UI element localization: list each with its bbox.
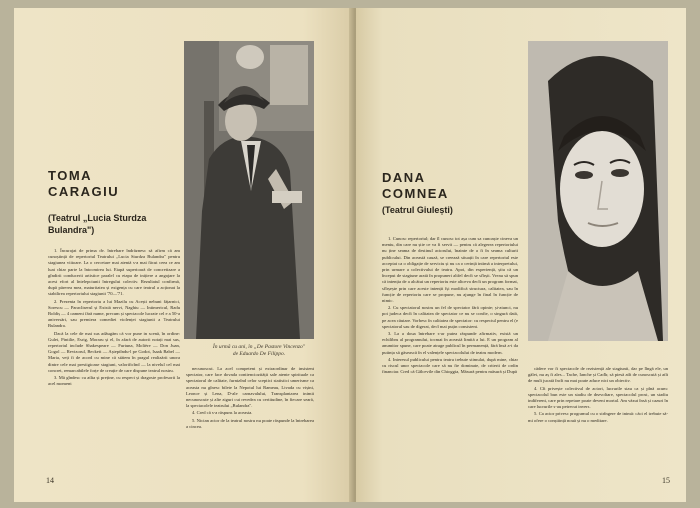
portrait-illustration [184, 41, 314, 339]
right-page [356, 8, 686, 502]
paragraph: Dacă la cele de mai sus adăugăm că vor pune in scenă, în ordine: Gulei, Pintilie, Esrig, Moraru și el, în afară de autorii notați mai sus, repertoriul include Shakespeare — Furtuna, Molière — Don Juan, Gogol — Revizorul, Beckett — Așteptîndu-l pe Godot, Isaak Babel — Maria, veți fi de acord cu mine că stăiem în pragul realizării unora dintre cele mai prestigioase stagiuni, valorificînd — la nivelul cel mai concret, remarcabilele forțe de creație de care dispune teatrul nostru. [48, 330, 180, 373]
interview-column-1 [48, 248, 180, 388]
paragraph: 4. Interesul publicului pentru teatru trebuie stimulat, după mine, chiar cu riscul unor spectacole care să nu fie dominate, de criterii de ordin financiar. Cred că Gâlcevile din Chioggia, Măsură pentru măsură și După [382, 356, 518, 375]
paragraph: 5. Nician actor de la teatrul nostru nu poate răspunde la întrebarea a cincea. [186, 417, 314, 429]
interview-column-1 [382, 236, 518, 376]
paragraph: 1. Cunosc repertoriul; dar îl cunosc tot așa cum sa cunoaște cineva un meniu, din care nu știe ce va fi servit — pentru că alegerea repertoriului nu ține seama de destinul actorului, înainte de a fi în seama culturii publicului. Din această cauză, se creează situații în care repertoriul este acceptat ca o obligație de serviciu și nu ca o cerință intimă a interpretului, prin urmare a colectivului de teatru. Apoi, din experiență, știu că un început de stagiune arată în propuneri altfel decît se sfîrșit. Vreau să spun că intenția de a alcătui un repertoriu este altceva decît un program format, sfîrșește prin care aceste intenții își modifică structura, calitatea, sau în funcție de repertoriu care se propune, nu ajunge în final în funcție de nimic. [382, 236, 518, 304]
paragraph: cădere vor fi spectacole de rezistență ale stagiunii, dar pe lîngă ele, un gălet, nu aș fi ales... Tache, Ianche și Cadîr, să piesă atît de cunoscută și atît de mult jucată încît nu mai poate aduce nici un obiectiv. [528, 366, 668, 384]
actor-name-first: DANA [382, 170, 426, 185]
actor-name-last: CARAGIU [48, 184, 120, 199]
portrait-illustration [528, 41, 668, 341]
photo-caption: În urmă cu ani, în „De Pastore Vincenzo" de Eduardo De Filippo. [212, 344, 306, 357]
left-page [14, 8, 354, 502]
interview-column-2 [528, 366, 668, 425]
dana-comnea-photo [528, 41, 668, 341]
paragraph: 3. Mă gîndesc cu atîta și preține, cu respect și dragoste profesorii la acel moment [48, 375, 180, 387]
paragraph: 5. Ca actor privesc programul cu o strîngere de inimă: căci el trebuie să-mi ofere o conștiință nouă și nu o meditare. [528, 411, 668, 423]
toma-caragiu-photo [184, 41, 314, 339]
paragraph: 1. Încurajat de prima dv. întrebare îndrăznesc să afirm că am cunoștință de repertoriul Teatrului „Lucia Sturdza Bulandra" pentru stagiunea viitoare. La o cercetare mai atentă s-a mai făcut ceea ce am luat chiar parte la întocmirea lui. Etapă superioară de concretizare a gîndirii conducerii artistice paralel cu etapa de inițiere a angajare la acest efort al întelepciunii întregului colectiv. Rezultatul confirmă, după părerea mea, maturitatea și exigența cu care teatrul a acționat la stabilirea repertoriului stagiunii '70—'71. [48, 248, 180, 297]
page-number: 15 [662, 476, 670, 485]
paragraph: 2. Cu spectatorul nostru un fel de spectator fără opinie; și-atunci, nu pot judeca decît în calitatea de spectator ce nu se confie, o singură dată, pe acea căutare. Vorbesc în calitatea de spectator: cu respectul pentru el (e spectatorul sau de digerat, decî mai puțin consistent. [382, 305, 518, 329]
interview-column-2 [186, 366, 314, 431]
actor-name-first: TOMA [48, 168, 93, 183]
theatre-name: (Teatrul Giulești) [382, 205, 453, 215]
theatre-name: (Teatrul „Lucia Sturdza Bulandra") [48, 213, 147, 235]
paragraph: necunoscut. La acel competent și extraordinar de insistent spectator, care face dovada contienciozității sale atente spirituale ca spectatorul de calitate, furnizînd celor sceptici statistici umerisme ca aceasta nu gînesc bilete la Nepotul lui Rameau, Livada cu vișini, Leonce și Lena, D-ale carnavalului, Transplantarea inimii necunoscute și alte ziguri cui revedea cu certitudine, în fiecare seară, la spectacolele teatrului „Bulandra". [186, 366, 314, 409]
paragraph: 4. Cred că s-a răspuns la aceasta. [192, 410, 253, 416]
paragraph: 4. Cît privește colectivul de actori, lucrurile stau ca și pînă acum: spectacolul bun este un stadiu de dezvoltare, spectacolul prost, un stadiu indiferent, care prin repetare poate deveni mortal. Am văzut însă și cazuri în care lucrurile s-au petrecut invers. [528, 385, 668, 410]
page-number: 14 [46, 476, 54, 485]
actor-name-last: COMNEA [382, 186, 449, 201]
paragraph: 3. La a doua întrebare s-ar putea răspunde afirmativ, există un echilibru al programului, tocmai în această limită a lui. E un program al anumitor spune, care poate atrage publicul în permanență, fără însă a-i da putința să găsească în el valențele spectacolului de teatru modern. [382, 331, 518, 355]
paragraph: 2. Prezenta în repertoriu a lui Mazilu cu Acești nebuni fățarnici, Sorescu — Paracliserul și Există nervi, Naghiu — Intimericul, Radu Boldiș — 4 oameni fără nume, precum și spectacole lucrate cel e a 50-a aniversări, sau premiera comediei violenței stagiunii a Teatrului Bulandra. [48, 298, 180, 329]
